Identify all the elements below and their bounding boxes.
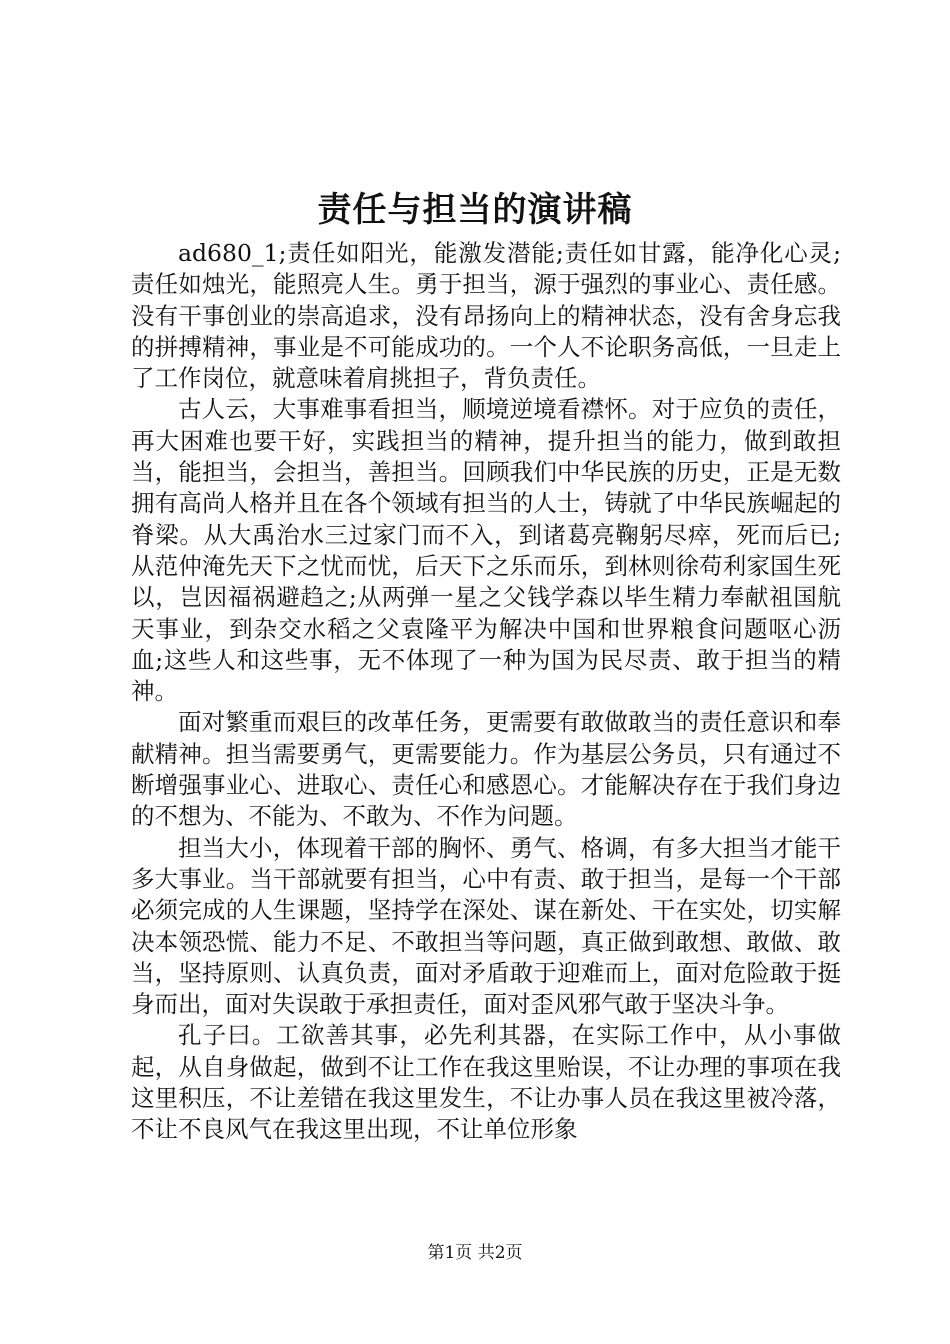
paragraph: 孔子曰。工欲善其事，必先利其器，在实际工作中，从小事做起，从自身做起，做到不让工作在我这里贻误，不让办理的事项在我这里积压，不让差错在我这里发生，不让办事人员在我这里被冷落，不让不良风气在我这里出现，不让单位形象	[131, 1021, 841, 1144]
document-title: 责任与担当的演讲稿	[317, 190, 633, 230]
paragraph: 古人云，大事难事看担当，顺境逆境看襟怀。对于应负的责任，再大困难也要干好，实践担当的精神，提升担当的能力，做到敢担当，能担当，会担当，善担当。回顾我们中华民族的历史，正是无数拥有高尚人格并且在各个领域有担当的人士，铸就了中华民族崛起的脊梁。从大禹治水三过家门而不入，到诸葛亮鞠躬尽瘁，死而后已;从范仲淹先天下之忧而忧，后天下之乐而乐，到林则徐苟利家国生死以，岂因福祸避趋之;从两弹一星之父钱学森以毕生精力奉献祖国航天事业，到杂交水稻之父袁隆平为解决中国和世界粮食问题呕心沥血;这些人和这些事，无不体现了一种为国为民尽责、敢于担当的精神。	[131, 395, 841, 706]
paragraph: 担当大小，体现着干部的胸怀、勇气、格调，有多大担当才能干多大事业。当干部就要有担当，心中有责、敢于担当，是每一个干部必须完成的人生课题，坚持学在深处、谋在新处、干在实处，切实解决本领恐慌、能力不足、不敢担当等问题，真正做到敢想、敢做、敢当，坚持原则、认真负责，面对矛盾敢于迎难而上，面对危险敢于挺身而出，面对失误敢于承担责任，面对歪风邪气敢于坚决斗争。	[131, 833, 841, 1019]
paragraph: 面对繁重而艰巨的改革任务，更需要有敢做敢当的责任意识和奉献精神。担当需要勇气，更需要能力。作为基层公务员，只有通过不断增强事业心、进取心、责任心和感恩心。才能解决存在于我们身边的不想为、不能为、不敢为、不作为问题。	[131, 708, 841, 831]
page-footer: 第1页 共2页	[427, 1243, 523, 1263]
document-body	[131, 238, 841, 1146]
paragraph: ad680_1;责任如阳光，能激发潜能;责任如甘露，能净化心灵;责任如烛光，能照亮人生。勇于担当，源于强烈的事业心、责任感。没有干事创业的崇高追求，没有昂扬向上的精神状态，没有舍身忘我的拼搏精神，事业是不可能成功的。一个人不论职务高低，一旦走上了工作岗位，就意味着肩挑担子，背负责任。	[131, 239, 841, 393]
